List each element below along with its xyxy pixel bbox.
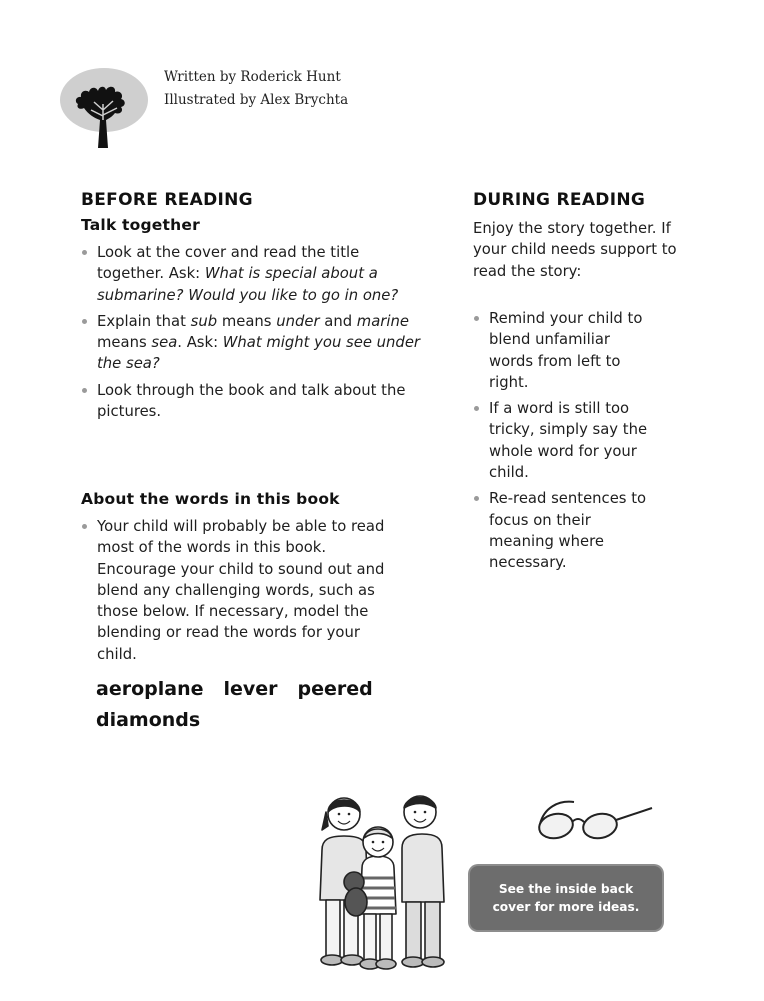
list-item: Explain that sub means under and marine means sea. Ask: What might you see under the sea?: [81, 311, 426, 375]
list-item: Look through the book and talk about the pictures.: [81, 380, 426, 423]
word-diamonds: diamonds: [96, 709, 201, 731]
glasses-icon: [534, 794, 656, 848]
during-reading-list: [473, 308, 648, 579]
list-item: Re-read sentences to focus on their meaning where necessary.: [473, 488, 648, 573]
illustrator-credit: Illustrated by Alex Brychta: [164, 92, 349, 108]
before-reading-list: [81, 242, 426, 427]
list-item: Look at the cover and read the title together. Ask: What is special about a submarine? Would you like to go in one?: [81, 242, 426, 306]
about-words-list: [81, 516, 391, 670]
back-cover-note-text: See the inside back cover for more ideas.: [492, 882, 640, 914]
list-item: If a word is still too tricky, simply say the whole word for your child.: [473, 398, 648, 483]
list-item: Your child will probably be able to read most of the words in this book. Encourage your child to sound out and blend any challenging words, such as those below. If necessary, model the blending or read the words for your child.: [81, 516, 391, 665]
list-item: Remind your child to blend unfamiliar words from left to right.: [473, 308, 648, 393]
challenging-words: [96, 674, 406, 736]
word-peered: peered: [297, 678, 373, 700]
children-illustration: [314, 790, 456, 972]
word-lever: lever: [223, 678, 278, 700]
author-credit: Written by Roderick Hunt: [164, 69, 341, 85]
credits: [164, 66, 348, 112]
during-reading-heading: DURING READING: [473, 190, 646, 210]
back-cover-note-badge: [470, 866, 662, 930]
talk-together-heading: Talk together: [81, 216, 200, 234]
about-words-heading: About the words in this book: [81, 490, 340, 508]
before-reading-heading: BEFORE READING: [81, 190, 253, 210]
word-aeroplane: aeroplane: [96, 678, 204, 700]
during-reading-intro: Enjoy the story together. If your child needs support to read the story:: [473, 220, 677, 280]
tree-logo-icon: [60, 64, 148, 150]
